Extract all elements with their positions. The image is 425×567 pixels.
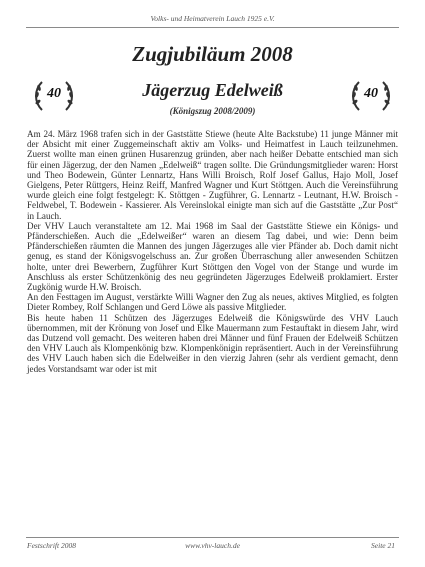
paragraph: Bis heute haben 11 Schützen des Jägerzuges Edelweiß die Königswürde des VHV Lauch übernommen, mit der Krönung von Josef und Elke Mauermann zum Festauftakt in diesem Jahr, wird das Dutzend voll gemacht. Des weiteren haben drei Männer und fünf Frauen der Edelweiß Schützen den VHV Lauch als Klompenkönig bzw. Klompenkönigin repräsentiert. Auch in der Vereinsführung des VHV Lauch haben sich die Edelweißer in den vierzig Jahren (sehr als verdient gemacht, denn jedes Vorstandsamt war oder ist mit [27,312,398,374]
page-subtitle: Jägerzug Edelweiß [142,80,283,100]
footer-page-number: Seite 21 [371,541,395,550]
paragraph: An den Festtagen im August, verstärkte Willi Wagner den Zug als neues, aktives Mitglied, es folgten Dieter Rombey, Rolf Schlangen und Gerd Löwe als passive Mitglieder. [27,292,398,313]
paragraph: Der VHV Lauch veranstaltete am 12. Mai 1968 im Saal der Gaststätte Stiewe ein Königs- und Pfänderschießen. Auch die „Edelweißer“ waren an diesem Tag dabei, und wie: Denn beim Pfänderschießen räumten die Mannen des jungen Jägerzuges alle vier Pfänder ab. Doch damit nicht genug, es stand der Königsvogelschuss an. Zur großen Überraschung aller anwesenden Schützen holte, unter drei Bewerbern, Zugführer Kurt Stöttgen den Vogel von der Stange und wurde im Anschluss als erster Schützenkönig des neu gegründeten Jägerzuges Edelweiß proklamiert. Erster Zugkönig wurde H.W. Broisch. [27,220,398,293]
paragraph: Am 24. März 1968 trafen sich in der Gaststätte Stiewe (heute Alte Backstube) 11 junge Männer mit der Absicht mit einer Zuggemeinschaft aktiv am Volks- und Heimatfest in Lauch teilzunehmen. Zuerst wollte man einen grünen Husarenzug gründen, aber nach heißer Debatte entschied man sich für einen Jägerzug, der den Namen „Edelweiß“ tragen sollte. Die Gründungsmitglieder waren: Horst und Theo Bodewein, Günter Lennartz, Hans Willi Broisch, Rolf Josef Gallus, Hajo Moll, Josef Gielgens, Peter Rüttgers, Heinz Reiff, Manfred Wagner und Kurt Stöttgen. Auch die Vereinsführung wurde gleich eine folgt festgelegt: K. Stöttgen - Zugführer, G. Lennartz - Leutnant, H.W. Broisch - Feldwebel, T. Bodewein - Kassierer. Als Vereinslokal einigte man sich auf die Gaststätte „Zur Post“ in Lauch. [27,129,398,221]
article-body [27,129,398,374]
header-text: Volks- und Heimatverein Lauch 1925 e.V. [150,14,275,23]
left-badge-number: 40 [47,86,61,101]
page-title: Zugjubiläum 2008 [132,42,293,66]
footer-rule [26,537,399,538]
page-subsubtitle: (Königszug 2008/2009) [169,106,256,116]
footer-website: www.vhv-lauch.de [185,541,240,550]
right-badge-number: 40 [364,86,378,101]
footer-publication: Festschrift 2008 [27,541,76,550]
header-rule [26,27,399,28]
